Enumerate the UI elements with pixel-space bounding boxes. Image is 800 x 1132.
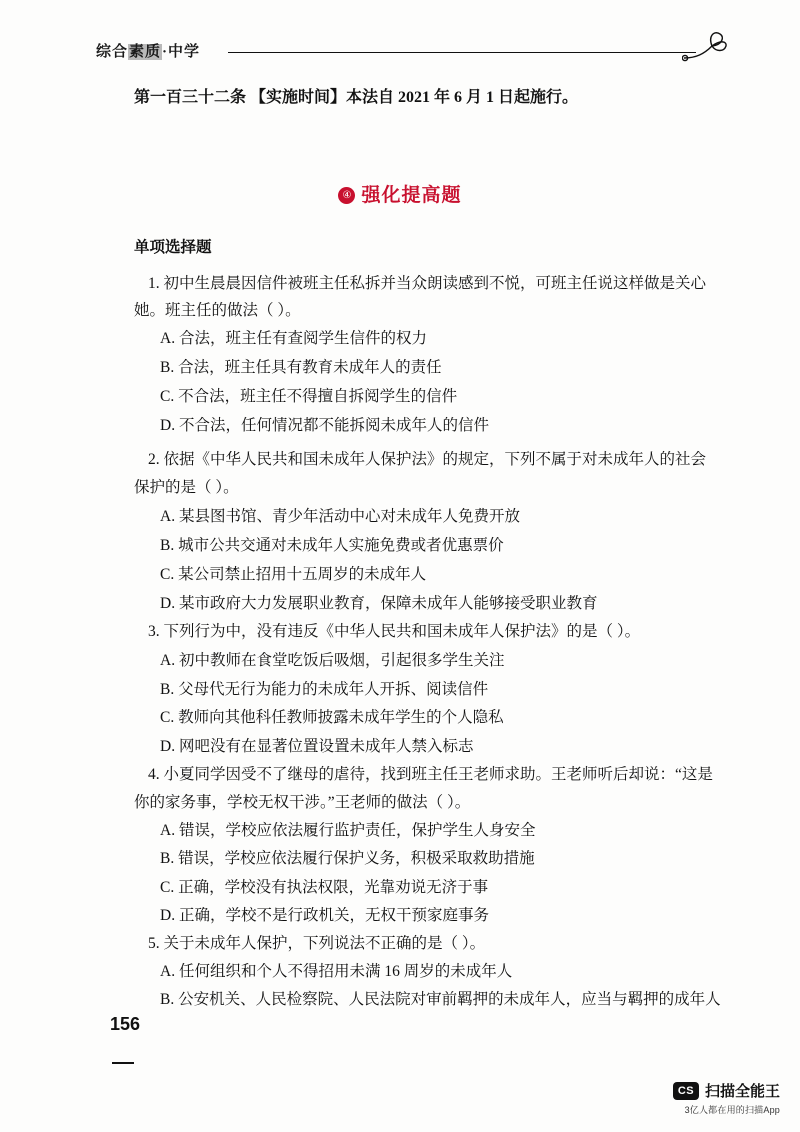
- option-c[interactable]: C. 某公司禁止招用十五周岁的未成年人: [160, 566, 427, 583]
- section-title: 强化提高题: [361, 185, 462, 206]
- question-stem: 4. 小夏同学因受不了继母的虐待，找到班主任王老师求助。王老师听后却说：“这是: [148, 766, 713, 783]
- question-stem: 2. 依据《中华人民共和国未成年人保护法》的规定，下列不属于对未成年人的社会: [148, 451, 707, 468]
- option-a[interactable]: A. 某县图书馆、青少年活动中心对未成年人免费开放: [160, 508, 520, 525]
- option-a[interactable]: A. 初中教师在食堂吃饭后吸烟，引起很多学生关注: [160, 652, 505, 669]
- header-title-part1: 综合: [96, 44, 129, 60]
- camscanner-logo-icon: CS: [673, 1082, 699, 1100]
- option-d[interactable]: D. 某市政府大力发展职业教育，保障未成年人能够接受职业教育: [160, 595, 598, 612]
- option-a[interactable]: A. 合法，班主任有查阅学生信件的权力: [160, 330, 427, 347]
- option-b[interactable]: B. 合法，班主任具有教育未成年人的责任: [160, 359, 442, 376]
- option-c[interactable]: C. 正确，学校没有执法权限，光靠劝说无济于事: [160, 879, 489, 896]
- option-c[interactable]: C. 不合法，班主任不得擅自拆阅学生的信件: [160, 388, 458, 405]
- question-type-heading: 单项选择题: [134, 239, 212, 256]
- header-title-highlight: 素质: [129, 44, 162, 60]
- header-divider: [228, 52, 696, 53]
- option-a[interactable]: A. 任何组织和个人不得招用未满 16 周岁的未成年人: [160, 963, 513, 980]
- scan-subtitle: 3亿人都在用的扫描App: [684, 1105, 780, 1115]
- option-c[interactable]: C. 教师向其他科任教师披露未成年学生的个人隐私: [160, 709, 504, 726]
- option-d[interactable]: D. 不合法，任何情况都不能拆阅未成年人的信件: [160, 417, 489, 434]
- header-title: [96, 40, 200, 61]
- question-stem-cont: 保护的是（ ）。: [134, 479, 239, 496]
- footer-divider: [112, 1062, 134, 1064]
- section-banner: [0, 180, 800, 207]
- question-stem-cont: 你的家务事，学校无权干涉。”王老师的做法（ ）。: [134, 794, 471, 811]
- question-stem-cont: 她。班主任的做法（ ）。: [134, 302, 301, 319]
- page-header: [96, 36, 716, 76]
- page-number: 156: [110, 1014, 141, 1034]
- option-d[interactable]: D. 网吧没有在显著位置设置未成年人禁入标志: [160, 738, 474, 755]
- option-b[interactable]: B. 城市公共交通对未成年人实施免费或者优惠票价: [160, 537, 504, 554]
- option-b[interactable]: B. 错误，学校应依法履行保护义务，积极采取救助措施: [160, 850, 535, 867]
- option-d[interactable]: D. 正确，学校不是行政机关，无权干预家庭事务: [160, 907, 489, 924]
- option-b[interactable]: B. 父母代无行为能力的未成年人开拆、阅读信件: [160, 681, 489, 698]
- option-b[interactable]: B. 公安机关、人民检察院、人民法院对审前羁押的未成年人，应当与羁押的成年人: [160, 991, 721, 1008]
- sprout-icon: [682, 28, 728, 68]
- option-a[interactable]: A. 错误，学校应依法履行监护责任，保护学生人身安全: [160, 822, 536, 839]
- article-132-text: 第一百三十二条 【实施时间】本法自 2021 年 6 月 1 日起施行。: [134, 89, 579, 106]
- scan-label: 扫描全能王: [704, 1083, 780, 1100]
- header-title-part2: ·中学: [162, 44, 201, 60]
- question-stem: 1. 初中生晨晨因信件被班主任私拆并当众朗读感到不悦，可班主任说这样做是关心: [148, 275, 707, 292]
- question-stem: 3. 下列行为中，没有违反《中华人民共和国未成年人保护法》的是（ ）。: [148, 623, 641, 640]
- question-stem: 5. 关于未成年人保护，下列说法不正确的是（ ）。: [148, 935, 486, 952]
- scan-watermark: [673, 1080, 780, 1116]
- section-badge-icon: ④: [338, 187, 355, 204]
